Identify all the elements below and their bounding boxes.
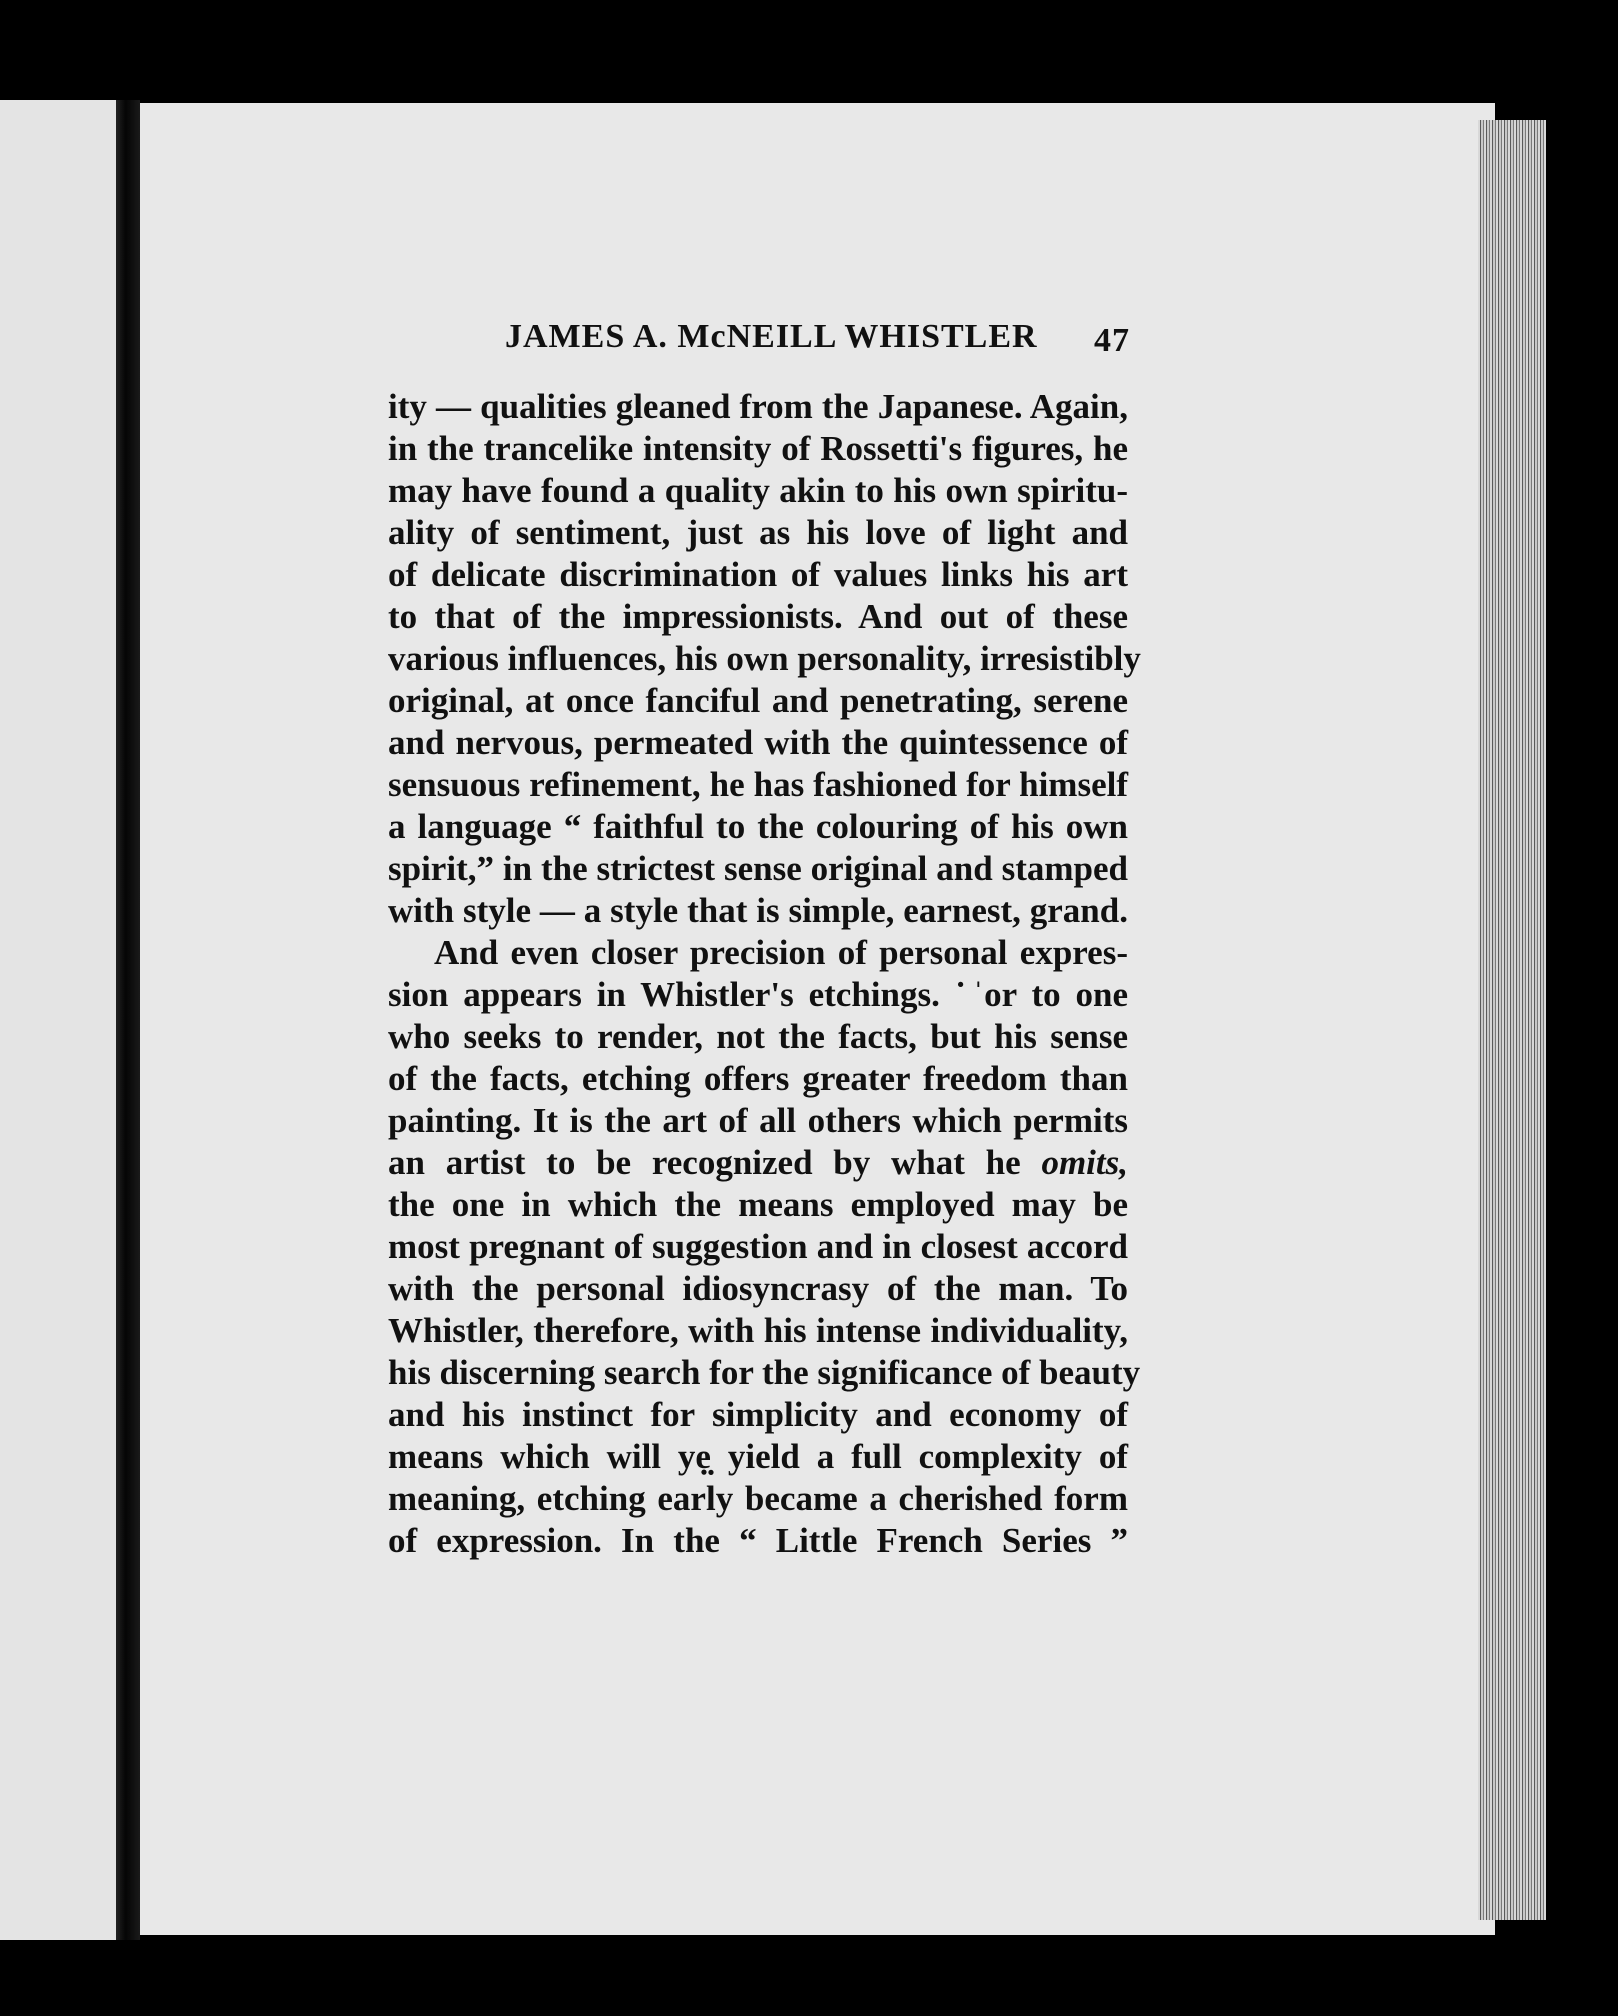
running-head	[505, 318, 1130, 368]
page-edges	[1478, 120, 1546, 1920]
text-line: sensuous refinement, he has fashioned for himself	[388, 765, 1128, 804]
text-line: of the facts, etching offers greater freedom than	[388, 1059, 1128, 1098]
text-line: ality of sentiment, just as his love of light and	[388, 513, 1128, 552]
text-line: a language “ faithful to the colouring of his own	[388, 807, 1128, 846]
text-line: the one in which the means employed may be	[388, 1185, 1128, 1224]
text-line: to that of the impressionists. And out of these	[388, 597, 1128, 636]
text-line: of expression. In the “ Little French Series ”	[388, 1521, 1128, 1560]
paragraph-start-line: And even closer precision of personal expres-	[434, 933, 1128, 972]
text-line: various influences, his own personality, irresistibly	[388, 639, 1141, 678]
text-line: in the trancelike intensity of Rossetti's figures, he	[388, 429, 1128, 468]
page-number: 47	[1094, 322, 1130, 359]
text-line: meaning, etching early became a cherished form	[388, 1479, 1128, 1518]
text-line: original, at once fanciful and penetrating, serene	[388, 681, 1128, 720]
text-line: means which will yẹ̣ yield a full complexity of	[388, 1437, 1128, 1476]
line-text: an artist to be recognized by what he	[388, 1143, 1021, 1182]
text-line: may have found a quality akin to his own spiritu-	[388, 471, 1128, 510]
text-line: most pregnant of suggestion and in closest accord	[388, 1227, 1128, 1266]
text-line: sion appears in Whistler's etchings. ˙ˈor to one	[388, 975, 1128, 1014]
text-line: with style — a style that is simple, earnest, grand.	[388, 891, 1128, 930]
text-line: who seeks to render, not the facts, but his sense	[388, 1017, 1128, 1056]
text-line: with the personal idiosyncrasy of the man. To	[388, 1269, 1128, 1308]
text-line: and his instinct for simplicity and economy of	[388, 1395, 1128, 1434]
book-gutter	[116, 100, 140, 1940]
text-line: Whistler, therefore, with his intense individuality,	[388, 1311, 1128, 1350]
body-text	[388, 386, 1141, 1562]
text-line: ity — qualities gleaned from the Japanese. Again,	[388, 387, 1128, 426]
running-title: JAMES A. McNEILL WHISTLER	[505, 318, 1038, 355]
text-line: spirit,” in the strictest sense original and stamped	[388, 849, 1128, 888]
text-line	[388, 1142, 1128, 1184]
text-line: and nervous, permeated with the quintessence of	[388, 723, 1128, 762]
text-line: his discerning search for the significance of beauty	[388, 1353, 1141, 1392]
text-line: painting. It is the art of all others which permits	[388, 1101, 1128, 1140]
text-line: of delicate discrimination of values links his art	[388, 555, 1128, 594]
italic-word: omits,	[1041, 1143, 1128, 1182]
